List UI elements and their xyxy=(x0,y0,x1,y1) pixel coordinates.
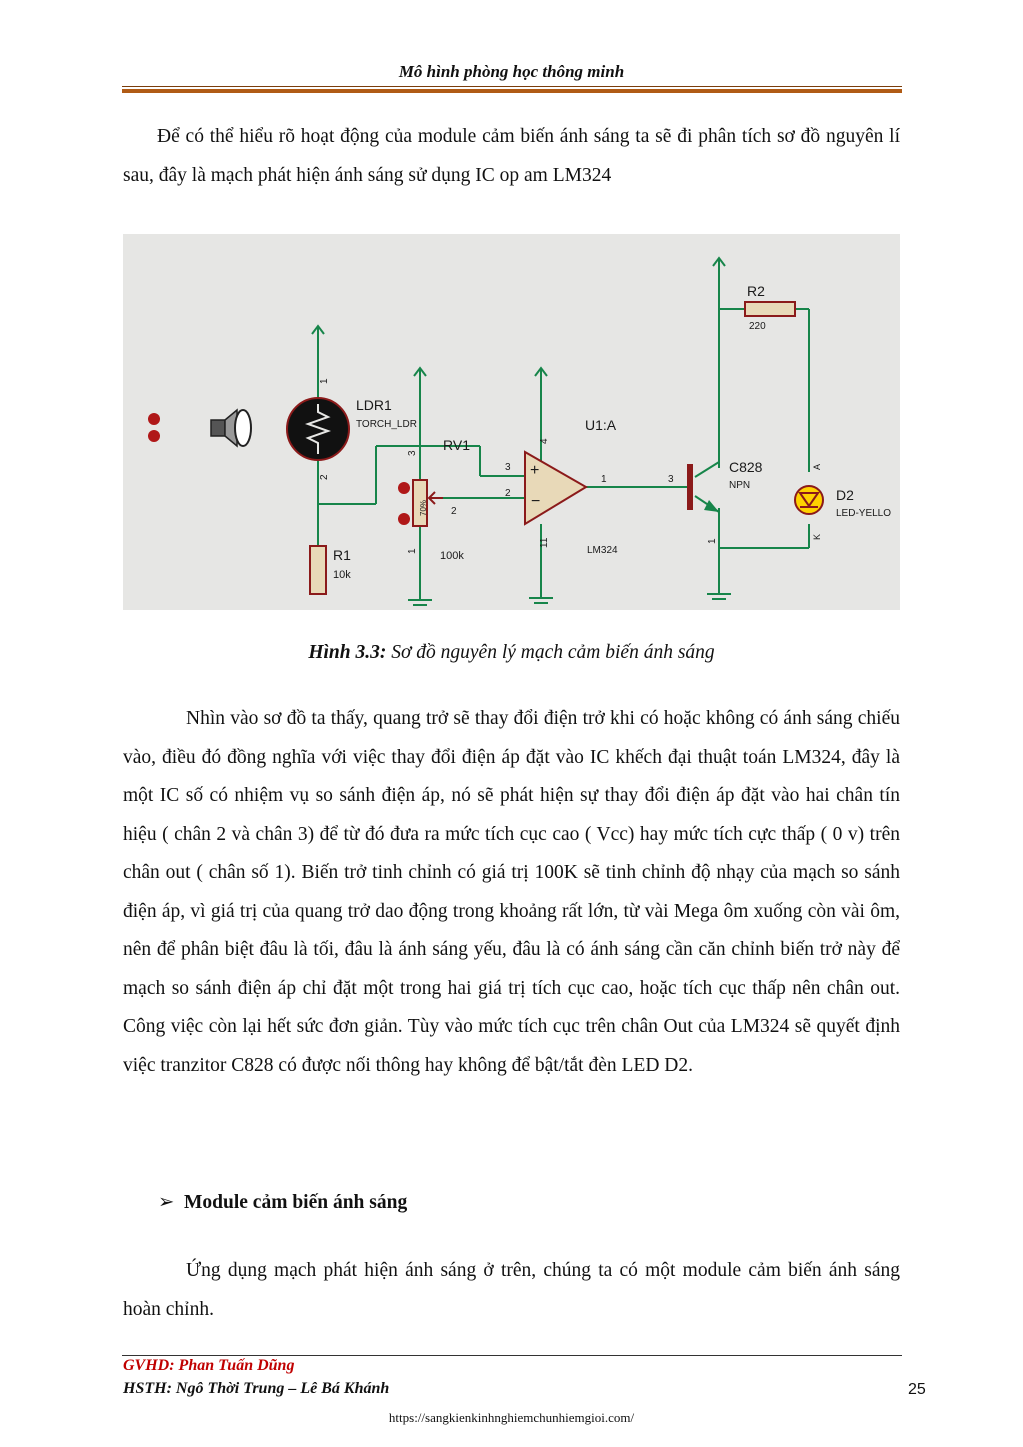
ldr-model-label: TORCH_LDR xyxy=(356,419,417,430)
transistor-type-label: NPN xyxy=(729,480,751,491)
pin-label: 3 xyxy=(407,450,418,456)
ldr-symbol xyxy=(287,398,349,460)
r1-value-label: 10k xyxy=(333,569,351,581)
opamp-minus-sign: − xyxy=(531,493,541,510)
rv-percent-label: 70% xyxy=(419,499,428,516)
u1-name-label: U1:A xyxy=(585,417,617,433)
intro-paragraph xyxy=(123,118,900,195)
application-paragraph xyxy=(123,1252,900,1329)
pin-label: 2 xyxy=(319,474,330,480)
pin-label: 1 xyxy=(601,474,607,485)
pin-label: 11 xyxy=(539,537,550,548)
probe-dot-top xyxy=(148,413,160,425)
rv-value-label: 100k xyxy=(440,550,464,562)
application-paragraph-text: Ứng dụng mạch phát hiện ánh sáng ở trên, chúng ta có một module cảm biến ánh sáng hoàn chỉnh. xyxy=(123,1260,900,1320)
torch-icon xyxy=(211,410,251,446)
footer-url[interactable]: https://sangkienkinhnghiemchunhiemgioi.com/ xyxy=(388,1410,635,1425)
section-bullet xyxy=(158,1190,407,1214)
led-model-label: LED-YELLO xyxy=(836,508,892,519)
circuit-schematic xyxy=(123,234,900,610)
r2-value-label: 220 xyxy=(749,321,766,332)
probe-dot-bottom xyxy=(148,430,160,442)
u1-model-label: LM324 xyxy=(587,545,618,556)
footer-authors: HSTH: Ngô Thời Trung – Lê Bá Khánh xyxy=(123,1380,390,1397)
pin-label: 4 xyxy=(539,438,550,444)
caption-label: Hình 3.3: xyxy=(308,642,387,663)
pin-label: K xyxy=(812,533,822,540)
body-paragraph-text: Nhìn vào sơ đồ ta thấy, quang trở sẽ thay đổi điện trở khi có hoặc không có ánh sáng chiếu vào, điều đó đồng nghĩa với việc thay đổi điện áp đặt vào IC khếch đại thuật toán LM324, đây là một IC số có nhiệm vụ so sánh điện áp, nó sẽ phát hiện sự thay đổi điện áp đặt vào hai chân tín hiệu ( chân 2 và chân 3) để từ đó đưa ra mức tích cục cao ( Vcc) hay mức tích cực thấp ( 0 v) trên chân out ( chân số 1). Biến trở tinh chỉnh có giá trị 100K sẽ tinh chỉnh độ nhạy của mạch so sánh điện áp, vì giá trị của quang trở dao động trong khoảng rất lớn, từ vài Mega ôm xuống còn vài ôm, nên để phân biệt đâu là tối, đâu là ánh sáng yếu, đâu là có ánh sáng cần căn chỉnh biến trở này để mạch so sánh điện áp chỉ đặt một trong hai giá trị tích cục cao, hoặc tích cục thấp nên chân out. Công việc còn lại hết sức đơn giản. Tùy vào mức tích cục trên chân Out của LM324 sẽ quyết định việc tranzitor C828 có được nối thông hay không để bật/tắt đèn LED D2. xyxy=(123,708,900,1076)
header-divider xyxy=(122,86,902,87)
page-header-title: Mô hình phòng học thông minh xyxy=(398,62,625,81)
pin-label: 1 xyxy=(319,378,330,384)
caption-text: Sơ đồ nguyên lý mạch cảm biến ánh sáng xyxy=(386,642,715,663)
arrow-bullet-icon: ➢ xyxy=(158,1192,175,1213)
pin-label: 1 xyxy=(407,548,418,554)
rv-name-label: RV1 xyxy=(443,437,470,453)
ldr-name-label: LDR1 xyxy=(356,397,392,413)
led-d2 xyxy=(795,486,823,514)
body-paragraph xyxy=(123,700,900,1085)
header-divider-thick xyxy=(122,89,902,93)
circuit-figure xyxy=(123,234,900,610)
ground-symbols xyxy=(408,594,731,605)
pin-label: 3 xyxy=(668,474,674,485)
pin-label: 1 xyxy=(707,538,718,544)
opamp-plus-sign: + xyxy=(530,462,540,479)
page-number: 25 xyxy=(908,1381,926,1398)
transistor-name-label: C828 xyxy=(729,459,763,475)
footer-divider xyxy=(122,1355,902,1356)
bullet-text: Module cảm biến ánh sáng xyxy=(184,1192,408,1213)
pin-label: 2 xyxy=(505,488,511,499)
resistor-r2 xyxy=(745,302,795,316)
wires xyxy=(318,274,809,600)
r2-name-label: R2 xyxy=(747,283,765,299)
pin-label: 2 xyxy=(451,506,457,517)
intro-paragraph-text: Để có thể hiểu rõ hoạt động của module cảm biến ánh sáng ta sẽ đi phân tích sơ đồ nguyên lí sau, đây là mạch phát hiện ánh sáng sử dụng IC op am LM324 xyxy=(123,126,900,186)
figure-caption xyxy=(0,642,1023,664)
resistor-r1 xyxy=(310,546,326,594)
r1-name-label: R1 xyxy=(333,547,351,563)
transistor-q xyxy=(690,462,719,512)
pin-label: 3 xyxy=(505,462,511,473)
pin-label: A xyxy=(812,463,822,470)
power-rail-arrows xyxy=(312,258,725,384)
footer-advisor: GVHD: Phan Tuấn Dũng xyxy=(123,1357,295,1374)
led-name-label: D2 xyxy=(836,487,854,503)
